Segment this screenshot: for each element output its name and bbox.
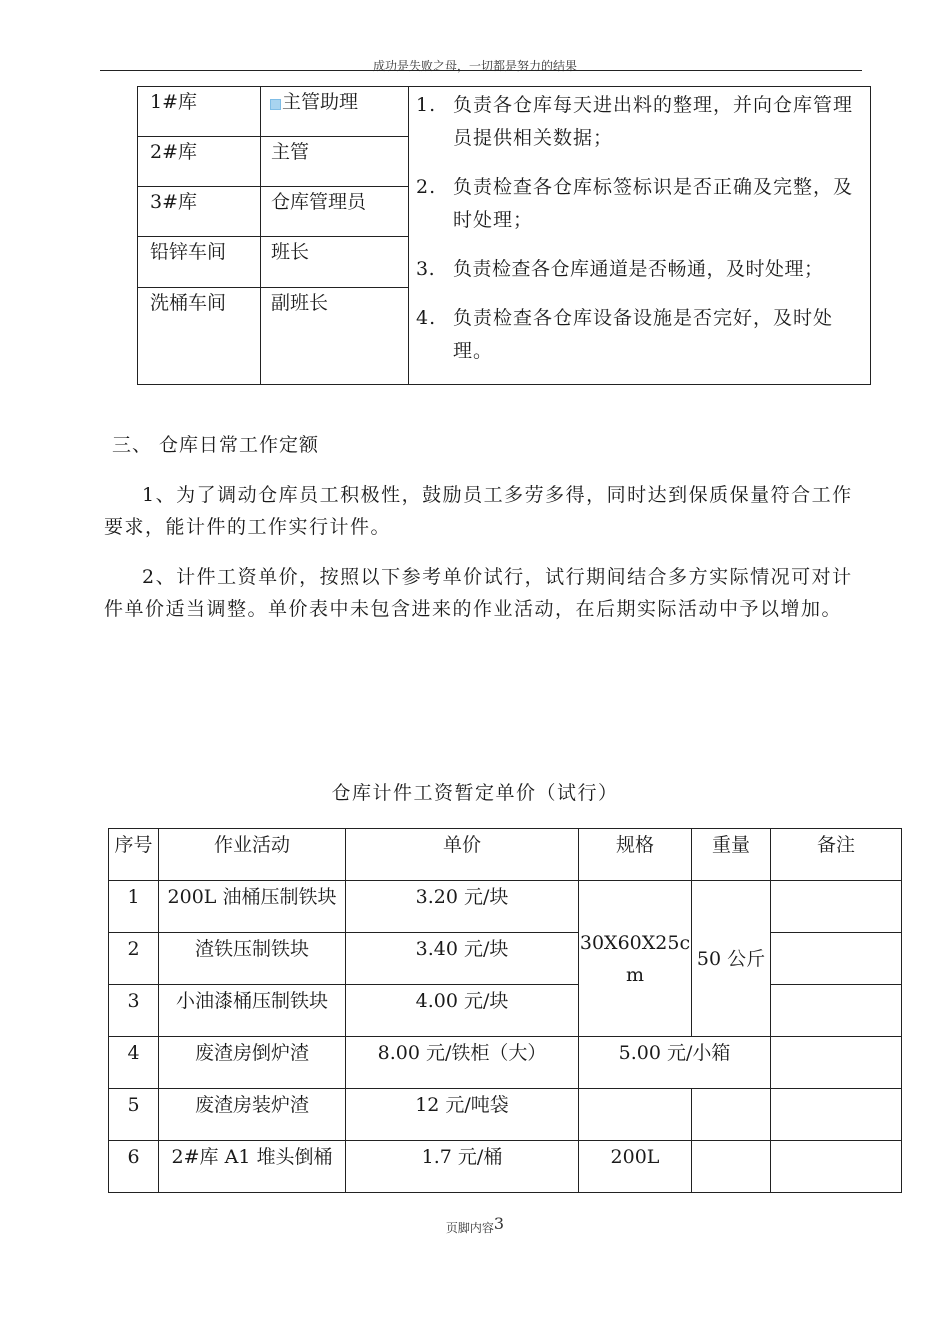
page-footer	[0, 1214, 950, 1236]
seq-cell: 2	[109, 933, 159, 985]
price-cell: 12 元/吨袋	[346, 1089, 579, 1141]
spec-cell	[579, 1089, 692, 1141]
table-row	[109, 1141, 902, 1193]
duties-list	[409, 89, 862, 368]
location-cell: 2#库	[138, 137, 261, 187]
paragraph-2: 2、计件工资单价，按照以下参考单价试行，试行期间结合多方实际情况可对计件单价适当调整。单价表中未包含进来的作业活动，在后期实际活动中予以增加。	[104, 566, 853, 620]
list-item: 4. 负责检查各仓库设备设施是否完好，及时处理。	[416, 307, 834, 362]
activity-cell: 废渣房装炉渣	[159, 1089, 346, 1141]
location-cell: 洗桶车间	[138, 287, 261, 384]
price-table	[108, 828, 902, 1193]
weight-cell	[692, 1089, 771, 1141]
list-item: 1. 负责各仓库每天进出料的整理，并向仓库管理员提供相关数据；	[416, 94, 854, 149]
seq-cell: 5	[109, 1089, 159, 1141]
seq-cell: 6	[109, 1141, 159, 1193]
header-price: 单价	[346, 829, 579, 881]
anchor-marker-icon	[270, 99, 281, 110]
header-seq: 序号	[109, 829, 159, 881]
price-cell: 1.7 元/桶	[346, 1141, 579, 1193]
role-cell: 仓库管理员	[261, 187, 409, 237]
roles-duties-table	[137, 86, 871, 385]
table-row	[109, 1089, 902, 1141]
role-cell: 副班长	[261, 287, 409, 384]
activity-cell: 小油漆桶压制铁块	[159, 985, 346, 1037]
price-cell: 4.00 元/块	[346, 985, 579, 1037]
location-cell: 1#库	[138, 87, 261, 137]
list-item: 3. 负责检查各仓库通道是否畅通，及时处理；	[416, 258, 824, 280]
header-activity: 作业活动	[159, 829, 346, 881]
note-cell	[771, 933, 902, 985]
note-cell	[771, 1037, 902, 1089]
note-cell	[771, 985, 902, 1037]
header-motto: 成功是失败之母，一切都是努力的结果	[372, 59, 577, 73]
activity-cell: 废渣房倒炉渣	[159, 1037, 346, 1089]
section-heading: 三、 仓库日常工作定额	[112, 434, 320, 456]
activity-cell: 200L 油桶压制铁块	[159, 881, 346, 933]
table-row	[109, 985, 902, 1037]
footer-label: 页脚内容	[445, 1221, 494, 1235]
price-cell: 8.00 元/铁柜（大）	[346, 1037, 579, 1089]
table-row	[109, 1037, 902, 1089]
table-row	[109, 881, 902, 933]
paragraph-1: 1、为了调动仓库员工积极性，鼓励员工多劳多得，同时达到保质保量符合工作要求，能计件的工作实行计件。	[104, 484, 853, 538]
location-cell: 3#库	[138, 187, 261, 237]
note-cell	[771, 881, 902, 933]
note-cell	[771, 1089, 902, 1141]
header-spec: 规格	[579, 829, 692, 881]
role-cell	[261, 87, 409, 137]
seq-cell: 1	[109, 881, 159, 933]
header-note: 备注	[771, 829, 902, 881]
header-rule	[100, 70, 862, 71]
page-number: 3	[493, 1214, 505, 1233]
note-cell	[771, 1141, 902, 1193]
price-cell: 3.40 元/块	[346, 933, 579, 985]
spec-cell: 200L	[579, 1141, 692, 1193]
role-text: 主管助理	[282, 91, 359, 113]
merged-spec-cell: 5.00 元/小箱	[579, 1037, 771, 1089]
shared-spec-cell: 30X60X25c m	[579, 881, 692, 1037]
role-cell: 主管	[261, 137, 409, 187]
duties-cell	[409, 87, 871, 385]
table-row	[138, 87, 871, 137]
activity-cell: 2#库 A1 堆头倒桶	[159, 1141, 346, 1193]
header-weight: 重量	[692, 829, 771, 881]
shared-weight-cell: 50 公斤	[692, 881, 771, 1037]
location-cell: 铅锌车间	[138, 237, 261, 287]
list-item: 2. 负责检查各仓库标签标识是否正确及完整，及时处理；	[416, 176, 854, 231]
seq-cell: 4	[109, 1037, 159, 1089]
role-cell: 班长	[261, 237, 409, 287]
price-table-title: 仓库计件工资暂定单价（试行）	[331, 782, 619, 804]
table-row	[109, 933, 902, 985]
table-header-row	[109, 829, 902, 881]
activity-cell: 渣铁压制铁块	[159, 933, 346, 985]
seq-cell: 3	[109, 985, 159, 1037]
weight-cell	[692, 1141, 771, 1193]
price-cell: 3.20 元/块	[346, 881, 579, 933]
